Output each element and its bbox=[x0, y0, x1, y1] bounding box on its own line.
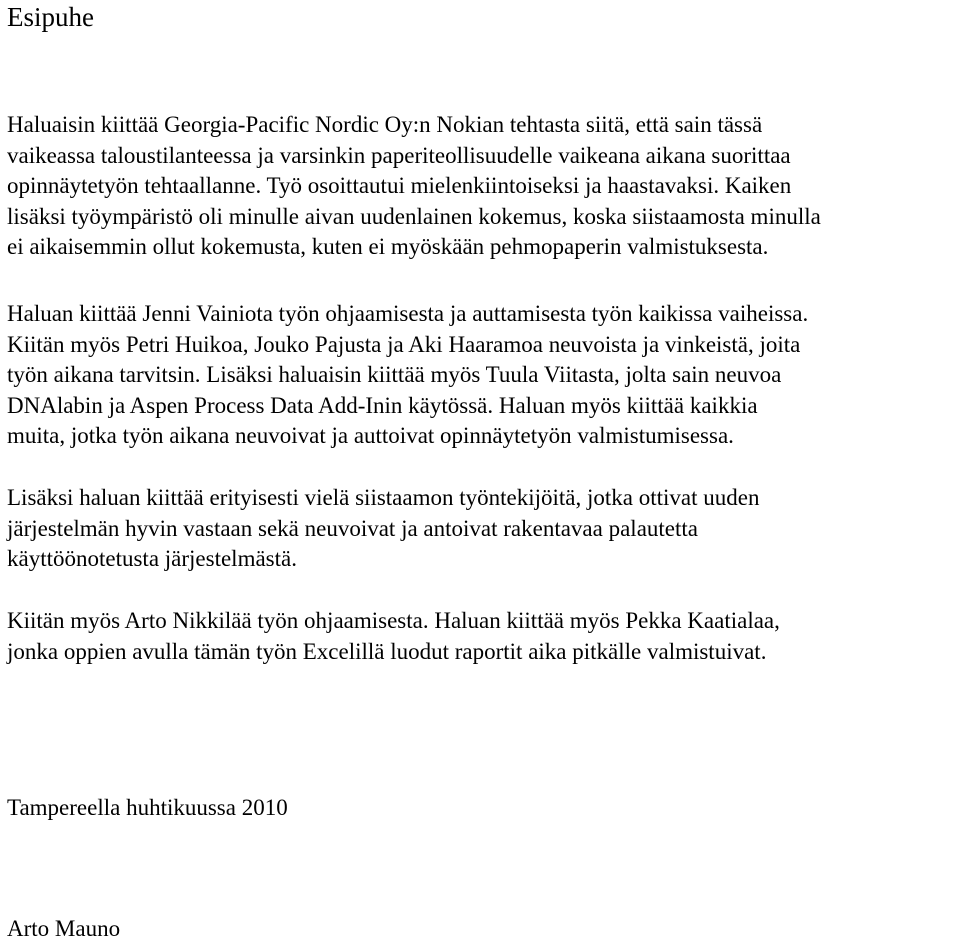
paragraph-gratitude-staff bbox=[7, 483, 957, 575]
text-line: Haluaisin kiittää Georgia-Pacific Nordic Oy:n Nokian tehtasta siitä, että sain tässä bbox=[7, 112, 763, 137]
text-line: Lisäksi haluan kiittää erityisesti vielä siistaamon työntekijöitä, jotka ottivat uuden bbox=[7, 485, 760, 510]
text-line: käyttöönotetusta järjestelmästä. bbox=[7, 546, 297, 571]
place-and-date: Tampereella huhtikuussa 2010 bbox=[7, 795, 288, 820]
text-line: vaikeassa taloustilanteessa ja varsinkin paperiteollisuudelle vaikeana aikana suorittaa bbox=[7, 142, 791, 168]
text-line: lisäksi työympäristö oli minulle aivan uudenlainen kokemus, koska siistaamosta minulla bbox=[7, 203, 821, 229]
text-line: järjestelmän hyvin vastaan sekä neuvoivat ja antoivat rakentavaa palautetta bbox=[7, 515, 698, 541]
text-line: muita, jotka työn aikana neuvoivat ja auttoivat opinnäytetyön valmistumisessa. bbox=[7, 423, 734, 448]
text-line: DNAlabin ja Aspen Process Data Add-Inin käytössä. Haluan myös kiittää kaikkia bbox=[7, 392, 758, 418]
text-line: Kiitän myös Petri Huikoa, Jouko Pajusta ja Aki Haaramoa neuvoista ja vinkeistä, joita bbox=[7, 331, 801, 357]
text-line: työn aikana tarvitsin. Lisäksi haluaisin kiittää myös Tuula Viitasta, jolta sain neuvoa bbox=[7, 362, 782, 387]
page-title: Esipuhe bbox=[7, 2, 94, 32]
paragraph-gratitude-instructor bbox=[7, 606, 957, 667]
text-line: ei aikaisemmin ollut kokemusta, kuten ei myöskään pehmopaperin valmistuksesta. bbox=[7, 234, 769, 259]
text-line: opinnäytetyön tehtaallanne. Työ osoittautui mielenkiintoiseksi ja haastavaksi. Kaiken bbox=[7, 173, 792, 198]
paragraph-gratitude-supervisors bbox=[7, 299, 957, 452]
paragraph-gratitude-company bbox=[7, 110, 957, 263]
text-line: Haluan kiittää Jenni Vainiota työn ohjaamisesta ja auttamisesta työn kaikissa vaiheissa. bbox=[7, 301, 809, 326]
author-name: Arto Mauno bbox=[7, 916, 121, 941]
text-line: jonka oppien avulla tämän työn Excelillä luodut raportit aika pitkälle valmistuivat. bbox=[7, 638, 767, 664]
text-line: Kiitän myös Arto Nikkilää työn ohjaamisesta. Haluan kiittää myös Pekka Kaatialaa, bbox=[7, 608, 780, 633]
